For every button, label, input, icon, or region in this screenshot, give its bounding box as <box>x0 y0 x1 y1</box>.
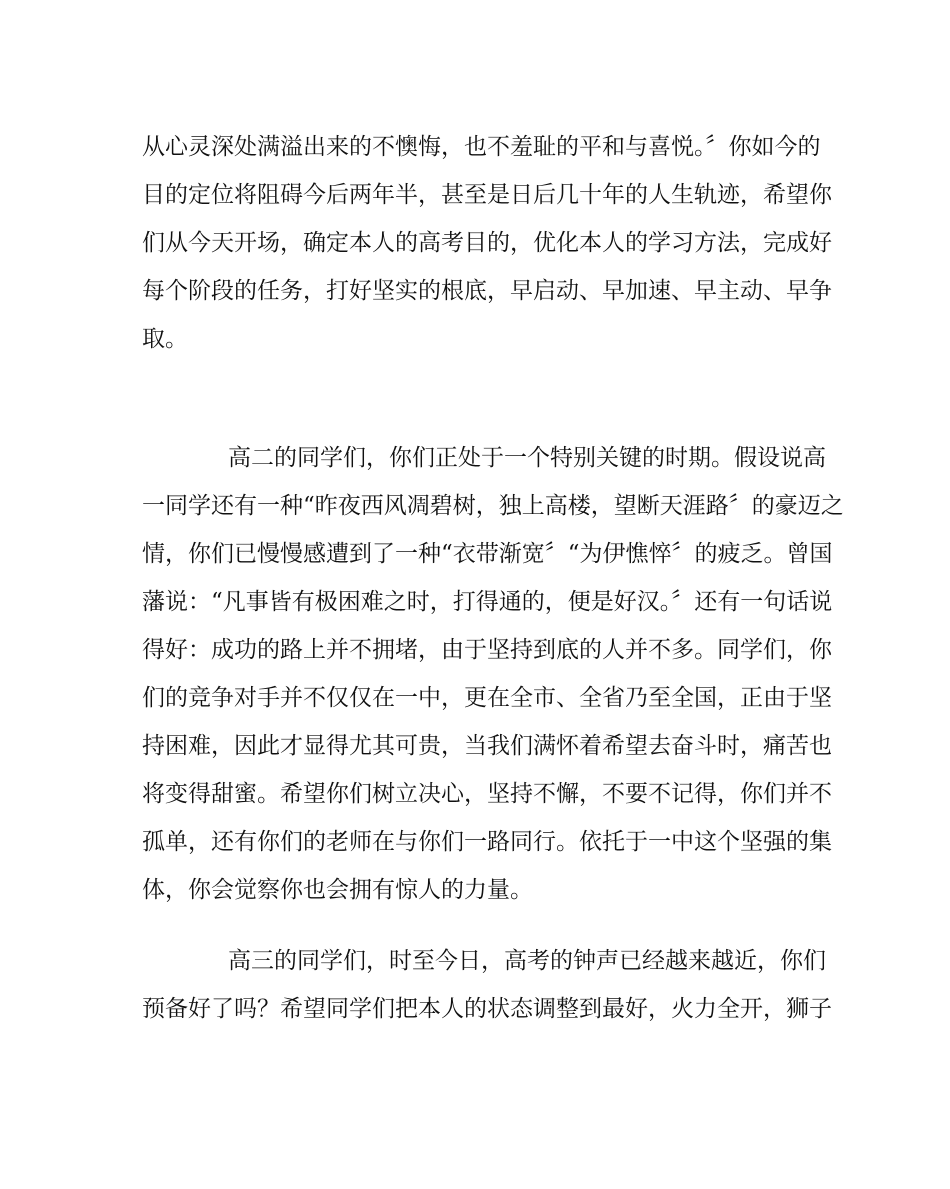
text-line: 高三的同学们，时至今日，高考的钟声已经越来越近，你们 <box>228 948 826 974</box>
text-line: 目的定位将阻碍今后两年半，甚至是日后几十年的人生轨迹，希望你 <box>142 182 832 208</box>
text-line: 将变得甜蜜。希望你们树立决心，坚持不懈，不要不记得，你们并不 <box>142 781 832 807</box>
text-line: 们的竞争对手并不仅仅在一中，更在全市、全省乃至全国，正由于坚 <box>142 685 832 711</box>
text-line: 情，你们已慢慢感遭到了一种“衣带渐宽〞“为伊憔悴〞的疲乏。曾国 <box>142 541 833 567</box>
paragraph-2 <box>142 434 844 914</box>
text-line: 预备好了吗？希望同学们把本人的状态调整到最好，火力全开，狮子 <box>142 996 832 1022</box>
text-line: 孤单，还有你们的老师在与你们一路同行。依托于一中这个坚强的集 <box>142 829 832 855</box>
text-line: 取。 <box>142 326 188 352</box>
text-line: 藩说：“凡事皆有极困难之时，打得通的，便是好汉。〞还有一句话说 <box>142 589 833 615</box>
text-line: 们从今天开场，确定本人的高考目的，优化本人的学习方法，完成好 <box>142 230 832 256</box>
text-line: 得好：成功的路上并不拥堵，由于坚持到底的人并不多。同学们，你 <box>142 637 832 663</box>
text-line: 高二的同学们，你们正处于一个特别关键的时期。假设说高 <box>228 445 826 471</box>
paragraph-1 <box>142 123 832 363</box>
paragraph-3 <box>142 937 832 1033</box>
text-line: 一同学还有一种“昨夜西风凋碧树，独上高楼，望断天涯路〞的豪迈之 <box>142 493 844 519</box>
text-line: 体，你会觉察你也会拥有惊人的力量。 <box>142 877 533 903</box>
text-line: 每个阶段的任务，打好坚实的根底，早启动、早加速、早主动、早争 <box>142 278 832 304</box>
text-line: 从心灵深处满溢出来的不懊悔，也不羞耻的平和与喜悦。〞你如今的 <box>142 134 821 160</box>
text-line: 持困难，因此才显得尤其可贵，当我们满怀着希望去奋斗时，痛苦也 <box>142 733 832 759</box>
